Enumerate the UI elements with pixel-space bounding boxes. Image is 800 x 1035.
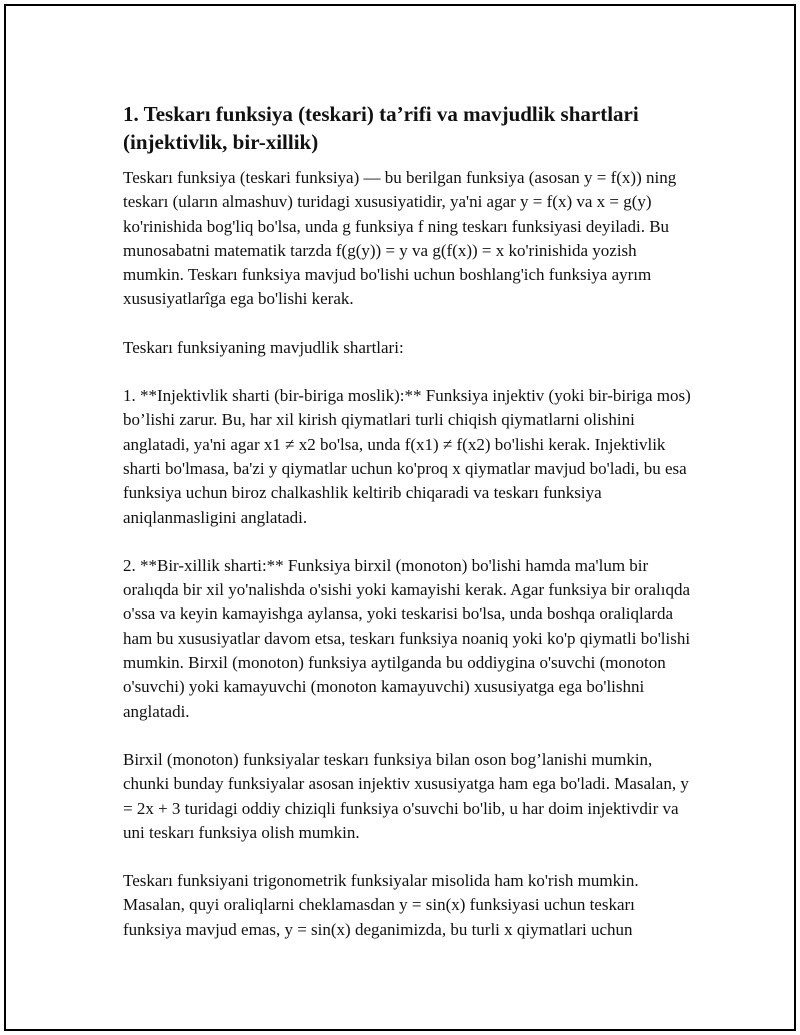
page-border [4,4,796,1031]
paragraph-monotone-example: Birxil (monoton) funksiyalar teskarı funksiya bilan oson bog’lanishi mumkin, chunki bunday funksiyalar asosan injektiv xususiyatga ham ega bo'ladi. Masalan, y = 2x + 3 turidagi oddiy chiziqli funksiya o'suvchi bo'lib, u har doim injektivdir va uni teskarı funksiya olish mumkin. [123,749,689,842]
document-title: 1. Teskarı funksiya (teskari) ta’rifi va mavjudlik shartlari (injektivlik, bir-xillik) [123,102,639,154]
document-body [123,100,691,966]
paragraph-definition: Teskarı funksiya (teskari funksiya) — bu berilgan funksiya (asosan y = f(x)) ning teskarı (uların almashuv) turidagi xususiyatidir, ya'ni agar y = f(x) va x = g(y) ko'rinishida bog'liq bo'lsa, unda g funksiya f ning teskarı funksiyasi deyiladi. Bu munosabatni matematik tarzda f(g(y)) = y va g(f(x)) = x ko'rinishida yozish mumkin. Teskarı funksiya mavjud bo'lishi uchun boshlang'ich funksiya ayrım xususiyatlarîga ega bo'lishi kerak. [123,168,677,309]
paragraph-conditions-heading: Teskarı funksiyaning mavjudlik shartlari: [123,337,404,357]
paragraph-trigonometric-example: Teskarı funksiyani trigonometrik funksiyalar misolida ham ko'rish mumkin. Masalan, quyi oraliqlarni cheklamasdan y = sin(x) funksiyasi uchun teskarı funksiya mavjud emas, y = sin(x) deganimizda, bu turli x qiymatlari uchun [123,871,639,939]
paragraph-monotonicity-condition: 2. **Bir-xillik sharti:** Funksiya birxil (monoton) bo'lishi hamda ma'lum bir oralıqda bir xil yo'nalishda o'sishi yoki kamayishi kerak. Agar funksiya bir oralıqda o'ssa va keyin kamayishga aylansa, yoki teskarisi bo'lsa, unda boshqa oraliqlarda ham bu xususiyatlar davom etsa, teskarı funksiya noaniq yoki ko'p qiymatli bo'lishi mumkin. Birxil (monoton) funksiya aytilganda bu oddiygina o'suvchi (monoton o'suvchi) yoki kamayuvchi (monoton kamayuvchi) xususiyatga ega bo'lishni anglatadi. [123,555,691,721]
paragraph-injectivity-condition: 1. **Injektivlik sharti (bir-biriga moslik):** Funksiya injektiv (yoki bir-biriga mos) bo’lishi zarur. Bu, har xil kirish qiymatlari turli chiqish qiymatlarni olishini anglatadi, ya'ni agar x1 ≠ x2 bo'lsa, unda f(x1) ≠ f(x2) bo'lishi kerak. Injektivlik sharti bo'lmasa, ba'zi y qiymatlar uchun ko'proq x qiymatlar mavjud bo'ladi, bu esa funksiya uchun biroz chalkashlik keltirib chiqaradi va teskarı funksiya aniqlanmasligini anglatadi. [123,386,691,527]
